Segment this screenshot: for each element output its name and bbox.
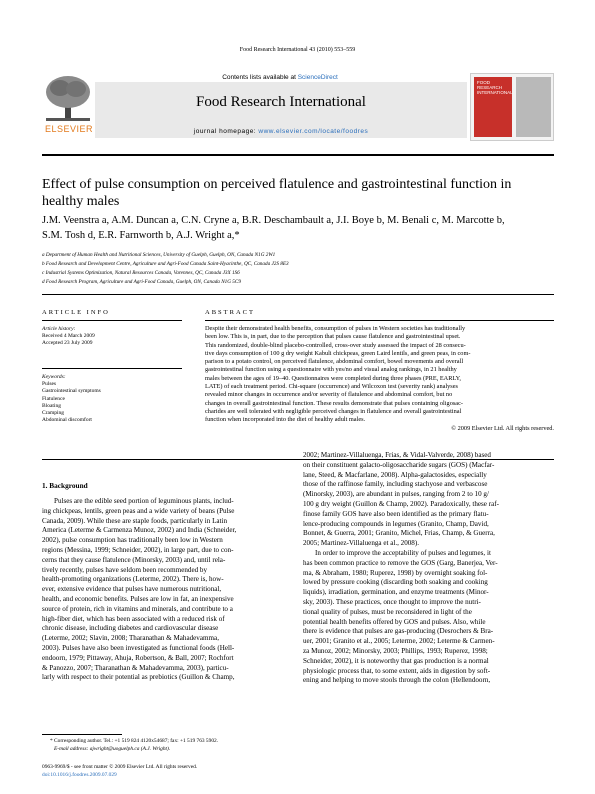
body-line: Schneider, 2002), it is noteworthy that gas production is a normal: [303, 656, 489, 665]
body-line: Canada, 2009). While these are staple foods, particularly in Latin: [42, 516, 228, 525]
body-line: liquids), irradiation, germination, and enzyme treatments (Minor-: [303, 588, 489, 597]
abstract-line: charides are well tolerated with negligible perceived changes in flatulence and overall gastrointestinal: [205, 407, 462, 415]
body-line: regions (Messina, 1999; Schneider, 2002), in large part, due to con-: [42, 545, 234, 554]
affiliation-c: c Industrial Systems Optimization, Natural Resources Canada, Varennes, QC, Canada J3X 1S6: [42, 270, 240, 276]
body-line: physiologic process that, to some extent, aids in digestion by soft-: [303, 666, 491, 675]
body-line: & Panozzo, 2007; Tharanathan & Mahadevamma, 2003), particu-: [42, 663, 229, 672]
keywords-label: Keywords:: [42, 374, 66, 380]
body-line: source of protein, rich in vitamins and minerals, and contribute to a: [42, 604, 233, 613]
body-line: larly with respect to their potential as prebiotics (Guillon & Champ,: [42, 673, 235, 682]
body-line: In order to improve the acceptability of pulses and legumes, it: [315, 548, 491, 557]
keyword-item: Pulses: [42, 381, 57, 388]
sciencedirect-link[interactable]: ScienceDirect: [297, 74, 338, 81]
homepage-link[interactable]: www.elsevier.com/locate/foodres: [258, 128, 369, 135]
journal-reference: Food Research International 43 (2010) 553–559: [239, 47, 356, 53]
body-line: 100 g dry weight (Guillon & Champ, 2002). Paradoxically, these raf-: [303, 499, 499, 508]
body-line: lane, Steed, & Macfarlane, 2008). Alpha-galactosides, especially: [303, 470, 487, 479]
keywords-block: [42, 374, 182, 424]
section-heading: 1. Background: [42, 481, 88, 490]
keyword-item: Cramping: [42, 410, 64, 417]
keyword-item: Bloating: [42, 402, 61, 409]
body-line: has been common practice to remove the GOS (Garg, Banerjea, Ver-: [303, 558, 498, 567]
footnote-rule: [42, 734, 122, 735]
body-left-column: [42, 497, 293, 683]
publication-info: [42, 764, 302, 779]
body-line: 2005; Martinez-Villaluenga et al., 2008).: [303, 539, 419, 548]
affiliations: [42, 251, 554, 287]
contents-prefix: Contents lists available at: [222, 74, 298, 81]
body-line: 2002), pulse consumption has traditionally been low in Western: [42, 536, 223, 545]
author-list: [42, 213, 554, 243]
body-line: health-promoting organizations (Leterme, 2002). There is, how-: [42, 575, 224, 584]
body-line: chronic disease, including diabetes and cardiovascular disease: [42, 624, 219, 633]
body-line: tively recently, pulses have seldom been recommended by: [42, 565, 208, 574]
authors-line-1: J.M. Veenstra a, A.M. Duncan a, C.N. Cryne a, B.R. Deschambault a, J.I. Boye b, M. Benali c, M. Marcotte b,: [42, 215, 505, 226]
article-info-heading: ARTICLE INFO: [42, 309, 110, 316]
section-divider: [42, 294, 554, 295]
body-line: 2002; Martinez-Villaluenga, Frias, & Vidal-Valverde, 2008) based: [303, 451, 491, 459]
journal-name: Food Research International: [196, 94, 366, 110]
body-right-column: [303, 451, 554, 686]
body-line: endoorn, 1979; Pittaway, Ahuja, Robertson, & Ball, 2007; Rochfort: [42, 653, 234, 662]
body-line: cerns that they cause flatulence (Minorsky, 2003) and, until rela-: [42, 555, 226, 564]
keyword-item: Flatulence: [42, 395, 65, 402]
body-line: Pulses are the edible seed portion of leguminous plants, includ-: [54, 497, 234, 505]
journal-cover-image: [470, 73, 554, 141]
body-line: za Munoz, 2002; Minorsky, 2003; Phillips, 1993; Ruperez, 1998;: [303, 646, 488, 655]
abstract-line: been low. This is, in part, due to the perception that pulses cause flatulence and gastrointestinal upset.: [205, 333, 461, 341]
body-line: ma, & Abraham, 1980; Ruperez, 1998) by overnight soaking fol-: [303, 568, 488, 577]
body-line: potential health benefits offered by GOS and pulses. Also, while: [303, 617, 486, 626]
abstract-line: tive days consumption of 100 g dry weight Kabuli chickpeas, green Laird lentils, and green peas, in com-: [205, 349, 471, 357]
authors-line-2: S.M. Tosh d, E.R. Farnworth b, A.J. Wright a,*: [42, 230, 240, 241]
body-line: health, and economic benefits. Pulses are low in fat, an inexpensive: [42, 594, 234, 603]
body-line: ing chickpeas, lentils, green peas and a wide variety of beans (Pulse: [42, 506, 235, 515]
homepage-prefix: journal homepage:: [193, 128, 259, 135]
journal-homepage: [95, 128, 467, 135]
history-label: Article history:: [42, 326, 76, 332]
body-line: Bonnet, & Guerra, 2001; Granito, Michel, Frias, Champ, & Guerra,: [303, 529, 495, 538]
abstract-line: LATE) of each treatment period. Chi-square (occurrence) and Wilcoxon test (severity rank) analyses: [205, 383, 458, 391]
body-line: sky, 2003). These practices, once thought to improve the nutri-: [303, 597, 481, 606]
received-date: Received 4 March 2009: [42, 333, 95, 340]
cover-title: FOOD RESEARCH INTERNATIONAL: [477, 80, 513, 95]
body-line: ening and helping to move stools through the colon (Hellendoorn,: [303, 676, 491, 685]
abstract-heading: ABSTRACT: [205, 309, 255, 316]
affiliation-b: b Food Research and Development Centre, Agriculture and Agri-Food Canada Saint-Hyacinthe, QC, Canada J2S 8E3: [42, 261, 289, 267]
body-line: 2003). Pulses have also been investigated as functional foods (Hell-: [42, 643, 235, 652]
elsevier-logo-text: ELSEVIER: [44, 124, 94, 134]
doi-link[interactable]: doi:10.1016/j.foodres.2009.07.029: [42, 771, 117, 778]
body-line: ever, extensive evidence that pulses have numerous nutritional,: [42, 585, 222, 594]
copyright-notice: © 2009 Elsevier Ltd. All rights reserved.: [451, 424, 554, 432]
article-history: [42, 326, 182, 348]
abstract-line: Despite their demonstrated health benefits, consumption of pulses in Western societies has traditionally: [205, 325, 466, 332]
issn-line: 0963-9969/$ - see front matter © 2009 Elsevier Ltd. All rights reserved.: [42, 764, 198, 770]
body-line: lowed by pressure cooking (discarding both soaking and cooking: [303, 578, 488, 587]
email-address: E-mail address: ajwright@uoguelph.ca (A.J. Wright).: [54, 745, 171, 752]
body-line: high-fiber diet, which has been associated with a reduced risk of: [42, 614, 225, 623]
body-line: uer, 2001; Granito et al., 2005; Leterme, 2002; Leterme & Carmen-: [303, 637, 495, 646]
corresponding-author: * Corresponding author. Tel.: +1 519 824 4120x54687; fax: +1 519 763 5902.: [50, 738, 219, 744]
article-title: Effect of pulse consumption on perceived flatulence and gastrointestinal function in healthy males: [42, 177, 512, 209]
body-line: America (Leterme & Carmenza Munoz, 2002) and India (Schneider,: [42, 526, 237, 535]
article-info-rule: [42, 320, 182, 321]
affiliation-a: a Department of Human Health and Nutritional Sciences, University of Guelph, Guelph, ON, Canada N1G 2W1: [42, 252, 276, 258]
abstract-line: males between the ages of 19–40. Questionnaires were completed during three phases (PRE, EARLY,: [205, 374, 461, 382]
affiliation-d: d Food Research Program, Agriculture and Agri-Food Canada, Guelph, ON, Canada N1G 5C9: [42, 279, 241, 285]
abstract-line: parison to a potato control, on perceived flatulence, abdominal comfort, bowel movements and overall: [205, 358, 464, 366]
body-line: (Minorsky, 2003), are abundant in pulses, ranging from 2 to 10 g/: [303, 490, 489, 499]
body-line: tional quality of pulses, must be reconsidered in light of the: [303, 607, 472, 616]
body-line: (Leterme, 2002; Slavin, 2008; Tharanathan & Mahadevamma,: [42, 634, 219, 643]
accepted-date: Accepted 23 July 2009: [42, 340, 93, 347]
abstract-body: [205, 325, 554, 433]
body-line: finose family GOS have also been identified as the primary flatu-: [303, 509, 489, 518]
body-line: those of the raffinose family, including stachyose and verbascose: [303, 480, 488, 489]
body-line: there is evidence that pulses are gas-producing (Desrochers & Bra-: [303, 627, 494, 636]
footnotes: [42, 738, 293, 753]
abstract-rule: [205, 320, 554, 321]
body-line: lence-producing compounds in legumes (Granito, Champ, David,: [303, 519, 489, 528]
keyword-item: Abdominal discomfort: [42, 417, 92, 424]
abstract-line: function when incorporated into the diet of healthy adult males.: [205, 416, 366, 424]
contents-availability: [95, 74, 465, 81]
abstract-line: changes in overall gastrointestinal function. These results demonstrate that pulses containing oligosac-: [205, 399, 463, 407]
keywords-rule: [42, 368, 182, 369]
abstract-line: revealed minor changes in occurrence and/or severity of flatulence and abdominal comfort, but no: [205, 391, 453, 399]
keyword-item: Gastrointestinal symptoms: [42, 388, 101, 395]
body-line: on their constituent galacto-oligosaccharide sugars (GOS) (Macfar-: [303, 460, 495, 469]
header-divider: [42, 154, 554, 156]
abstract-line: gastrointestinal function using a questionnaire with yes/no and visual analog rankings, in 21 healthy: [205, 366, 457, 374]
abstract-line: This randomized, double-blind placebo-controlled, cross-over study assessed the impact of 28 consecu-: [205, 341, 466, 349]
